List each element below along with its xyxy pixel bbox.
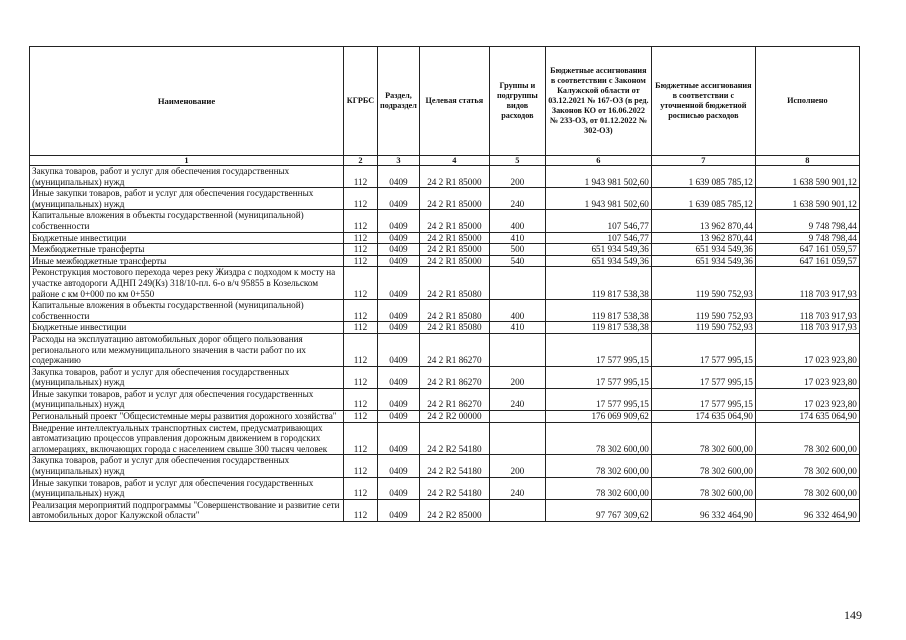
cell-kgrbs: 112 [344, 244, 378, 256]
cell-kgrbs: 112 [344, 210, 378, 232]
table-row [30, 244, 860, 256]
table-row [30, 255, 860, 267]
cell-expense-group: 500 [489, 244, 545, 256]
cell-section: 0409 [378, 244, 420, 256]
cell-section: 0409 [378, 411, 420, 423]
cell-refined-appropriations: 78 302 600,00 [651, 477, 755, 499]
cell-target-article: 24 2 R1 86270 [419, 333, 489, 366]
header-row [30, 47, 860, 156]
cell-expense-group: 200 [489, 166, 545, 188]
budget-table [29, 46, 860, 522]
cell-expense-group [489, 267, 545, 300]
header-section: Раздел, подраздел [378, 47, 420, 156]
cell-name: Закупка товаров, работ и услуг для обеспечения государственных (муниципальных) нужд [30, 366, 344, 388]
cell-kgrbs: 112 [344, 166, 378, 188]
cell-expense-group [489, 411, 545, 423]
cell-expense-group: 200 [489, 366, 545, 388]
table-row [30, 333, 860, 366]
header-law-appropriations: Бюджетные ассигнования в соответствии с Законом Калужской области от 03.12.2021 № 167-ОЗ (в ред. Законов КО от 16.06.2022 № 233-ОЗ, от 01.12.2022 № 302-ОЗ) [545, 47, 651, 156]
cell-refined-appropriations: 651 934 549,36 [651, 244, 755, 256]
cell-section: 0409 [378, 333, 420, 366]
cell-law-appropriations: 78 302 600,00 [545, 477, 651, 499]
cell-refined-appropriations: 13 962 870,44 [651, 232, 755, 244]
cell-executed: 118 703 917,93 [755, 267, 859, 300]
column-number: 4 [419, 156, 489, 166]
cell-kgrbs: 112 [344, 255, 378, 267]
cell-law-appropriations: 107 546,77 [545, 210, 651, 232]
cell-name: Капитальные вложения в объекты государственной (муниципальной) собственности [30, 210, 344, 232]
cell-refined-appropriations: 17 577 995,15 [651, 366, 755, 388]
cell-target-article: 24 2 R1 85000 [419, 210, 489, 232]
table-row [30, 166, 860, 188]
cell-executed: 1 638 590 901,12 [755, 188, 859, 210]
table-row [30, 477, 860, 499]
cell-refined-appropriations: 174 635 064,90 [651, 411, 755, 423]
cell-kgrbs: 112 [344, 499, 378, 521]
cell-executed: 647 161 059,57 [755, 255, 859, 267]
cell-name: Расходы на эксплуатацию автомобильных дорог общего пользования регионального или межмуниципального значения в части работ по их содержанию [30, 333, 344, 366]
column-number: 5 [489, 156, 545, 166]
header-expense-groups: Группы и подгруппы видов расходов [489, 47, 545, 156]
cell-target-article: 24 2 R2 54180 [419, 422, 489, 455]
cell-refined-appropriations: 119 590 752,93 [651, 322, 755, 334]
cell-refined-appropriations: 17 577 995,15 [651, 388, 755, 410]
cell-expense-group: 240 [489, 388, 545, 410]
cell-name: Реконструкция мостового перехода через реку Жиздра с подходом к мосту на участке автодороги АДНП 249(Кз) 318/10-пл. 6-о в/ч 95855 в Козельском районе с км 0+000 по км 0+550 [30, 267, 344, 300]
column-number: 3 [378, 156, 420, 166]
table-row [30, 232, 860, 244]
cell-name: Региональный проект "Общесистемные меры развития дорожного хозяйства" [30, 411, 344, 423]
cell-expense-group: 410 [489, 232, 545, 244]
cell-executed: 78 302 600,00 [755, 455, 859, 477]
cell-name: Иные закупки товаров, работ и услуг для обеспечения государственных (муниципальных) нужд [30, 477, 344, 499]
header-target-article: Целевая статья [419, 47, 489, 156]
cell-kgrbs: 112 [344, 300, 378, 322]
cell-law-appropriations: 119 817 538,38 [545, 300, 651, 322]
table-row [30, 188, 860, 210]
table-row [30, 411, 860, 423]
table-body [30, 166, 860, 522]
cell-expense-group: 540 [489, 255, 545, 267]
cell-name: Капитальные вложения в объекты государственной (муниципальной) собственности [30, 300, 344, 322]
cell-name: Иные закупки товаров, работ и услуг для обеспечения государственных (муниципальных) нужд [30, 188, 344, 210]
cell-law-appropriations: 1 943 981 502,60 [545, 166, 651, 188]
cell-target-article: 24 2 R1 85080 [419, 267, 489, 300]
cell-section: 0409 [378, 267, 420, 300]
table-row [30, 322, 860, 334]
cell-refined-appropriations: 96 332 464,90 [651, 499, 755, 521]
cell-refined-appropriations: 13 962 870,44 [651, 210, 755, 232]
table-row [30, 300, 860, 322]
cell-law-appropriations: 119 817 538,38 [545, 267, 651, 300]
cell-executed: 1 638 590 901,12 [755, 166, 859, 188]
cell-refined-appropriations: 78 302 600,00 [651, 422, 755, 455]
cell-executed: 647 161 059,57 [755, 244, 859, 256]
cell-target-article: 24 2 R1 85080 [419, 322, 489, 334]
cell-law-appropriations: 17 577 995,15 [545, 366, 651, 388]
header-name: Наименование [30, 47, 344, 156]
cell-target-article: 24 2 R1 85000 [419, 244, 489, 256]
cell-kgrbs: 112 [344, 477, 378, 499]
table-row [30, 422, 860, 455]
cell-refined-appropriations: 17 577 995,15 [651, 333, 755, 366]
cell-section: 0409 [378, 300, 420, 322]
cell-law-appropriations: 651 934 549,36 [545, 244, 651, 256]
cell-refined-appropriations: 651 934 549,36 [651, 255, 755, 267]
table-row [30, 210, 860, 232]
cell-executed: 118 703 917,93 [755, 322, 859, 334]
cell-law-appropriations: 107 546,77 [545, 232, 651, 244]
cell-kgrbs: 112 [344, 188, 378, 210]
cell-kgrbs: 112 [344, 333, 378, 366]
cell-executed: 9 748 798,44 [755, 232, 859, 244]
cell-executed: 17 023 923,80 [755, 366, 859, 388]
cell-refined-appropriations: 119 590 752,93 [651, 300, 755, 322]
column-number-row [30, 156, 860, 166]
cell-kgrbs: 112 [344, 388, 378, 410]
cell-law-appropriations: 1 943 981 502,60 [545, 188, 651, 210]
cell-expense-group: 400 [489, 300, 545, 322]
cell-section: 0409 [378, 188, 420, 210]
cell-law-appropriations: 78 302 600,00 [545, 422, 651, 455]
cell-name: Бюджетные инвестиции [30, 232, 344, 244]
cell-law-appropriations: 17 577 995,15 [545, 333, 651, 366]
cell-kgrbs: 112 [344, 366, 378, 388]
cell-section: 0409 [378, 210, 420, 232]
cell-kgrbs: 112 [344, 232, 378, 244]
cell-expense-group: 410 [489, 322, 545, 334]
cell-target-article: 24 2 R1 86270 [419, 366, 489, 388]
cell-kgrbs: 112 [344, 267, 378, 300]
cell-refined-appropriations: 1 639 085 785,12 [651, 166, 755, 188]
cell-law-appropriations: 17 577 995,15 [545, 388, 651, 410]
cell-section: 0409 [378, 499, 420, 521]
cell-target-article: 24 2 R1 85000 [419, 232, 489, 244]
table-row [30, 388, 860, 410]
cell-section: 0409 [378, 477, 420, 499]
cell-executed: 78 302 600,00 [755, 422, 859, 455]
column-number: 1 [30, 156, 344, 166]
cell-section: 0409 [378, 388, 420, 410]
cell-expense-group: 200 [489, 455, 545, 477]
cell-target-article: 24 2 R1 85080 [419, 300, 489, 322]
cell-section: 0409 [378, 255, 420, 267]
cell-target-article: 24 2 R1 85000 [419, 166, 489, 188]
cell-name: Межбюджетные трансферты [30, 244, 344, 256]
cell-executed: 78 302 600,00 [755, 477, 859, 499]
cell-kgrbs: 112 [344, 422, 378, 455]
cell-target-article: 24 2 R2 54180 [419, 455, 489, 477]
cell-refined-appropriations: 1 639 085 785,12 [651, 188, 755, 210]
cell-name: Внедрение интеллектуальных транспортных систем, предусматривающих автоматизацию процессов управления дорожным движением в городских агломерациях, включающих города с населением свыше 300 тысяч человек [30, 422, 344, 455]
cell-name: Бюджетные инвестиции [30, 322, 344, 334]
cell-name: Иные закупки товаров, работ и услуг для обеспечения государственных (муниципальных) нужд [30, 388, 344, 410]
cell-law-appropriations: 97 767 309,62 [545, 499, 651, 521]
cell-executed: 17 023 923,80 [755, 388, 859, 410]
cell-target-article: 24 2 R2 54180 [419, 477, 489, 499]
cell-executed: 118 703 917,93 [755, 300, 859, 322]
header-kgrbs: КГРБС [344, 47, 378, 156]
cell-kgrbs: 112 [344, 455, 378, 477]
cell-target-article: 24 2 R2 85000 [419, 499, 489, 521]
cell-refined-appropriations: 78 302 600,00 [651, 455, 755, 477]
cell-executed: 17 023 923,80 [755, 333, 859, 366]
cell-law-appropriations: 651 934 549,36 [545, 255, 651, 267]
column-number: 7 [651, 156, 755, 166]
header-refined-appropriations: Бюджетные ассигнования в соответствии с уточненной бюджетной росписью расходов [651, 47, 755, 156]
cell-executed: 9 748 798,44 [755, 210, 859, 232]
cell-law-appropriations: 119 817 538,38 [545, 322, 651, 334]
table-row [30, 455, 860, 477]
cell-target-article: 24 2 R1 86270 [419, 388, 489, 410]
column-number: 8 [755, 156, 859, 166]
cell-expense-group: 240 [489, 477, 545, 499]
cell-target-article: 24 2 R1 85000 [419, 255, 489, 267]
cell-name: Реализация мероприятий подпрограммы "Совершенствование и развитие сети автомобильных дорог Калужской области" [30, 499, 344, 521]
cell-section: 0409 [378, 422, 420, 455]
cell-executed: 174 635 064,90 [755, 411, 859, 423]
cell-law-appropriations: 78 302 600,00 [545, 455, 651, 477]
cell-expense-group [489, 499, 545, 521]
cell-target-article: 24 2 R1 85000 [419, 188, 489, 210]
cell-section: 0409 [378, 366, 420, 388]
page-number: 149 [844, 608, 862, 622]
header-executed: Исполнено [755, 47, 859, 156]
cell-expense-group: 240 [489, 188, 545, 210]
cell-executed: 96 332 464,90 [755, 499, 859, 521]
table-row [30, 267, 860, 300]
cell-name: Закупка товаров, работ и услуг для обеспечения государственных (муниципальных) нужд [30, 166, 344, 188]
cell-refined-appropriations: 119 590 752,93 [651, 267, 755, 300]
cell-name: Закупка товаров, работ и услуг для обеспечения государственных (муниципальных) нужд [30, 455, 344, 477]
cell-kgrbs: 112 [344, 411, 378, 423]
cell-section: 0409 [378, 322, 420, 334]
cell-kgrbs: 112 [344, 322, 378, 334]
cell-expense-group: 400 [489, 210, 545, 232]
column-number: 2 [344, 156, 378, 166]
table-row [30, 499, 860, 521]
cell-target-article: 24 2 R2 00000 [419, 411, 489, 423]
cell-expense-group [489, 422, 545, 455]
cell-section: 0409 [378, 455, 420, 477]
cell-expense-group [489, 333, 545, 366]
cell-law-appropriations: 176 069 909,62 [545, 411, 651, 423]
table-row [30, 366, 860, 388]
cell-section: 0409 [378, 232, 420, 244]
cell-section: 0409 [378, 166, 420, 188]
cell-name: Иные межбюджетные трансферты [30, 255, 344, 267]
column-number: 6 [545, 156, 651, 166]
